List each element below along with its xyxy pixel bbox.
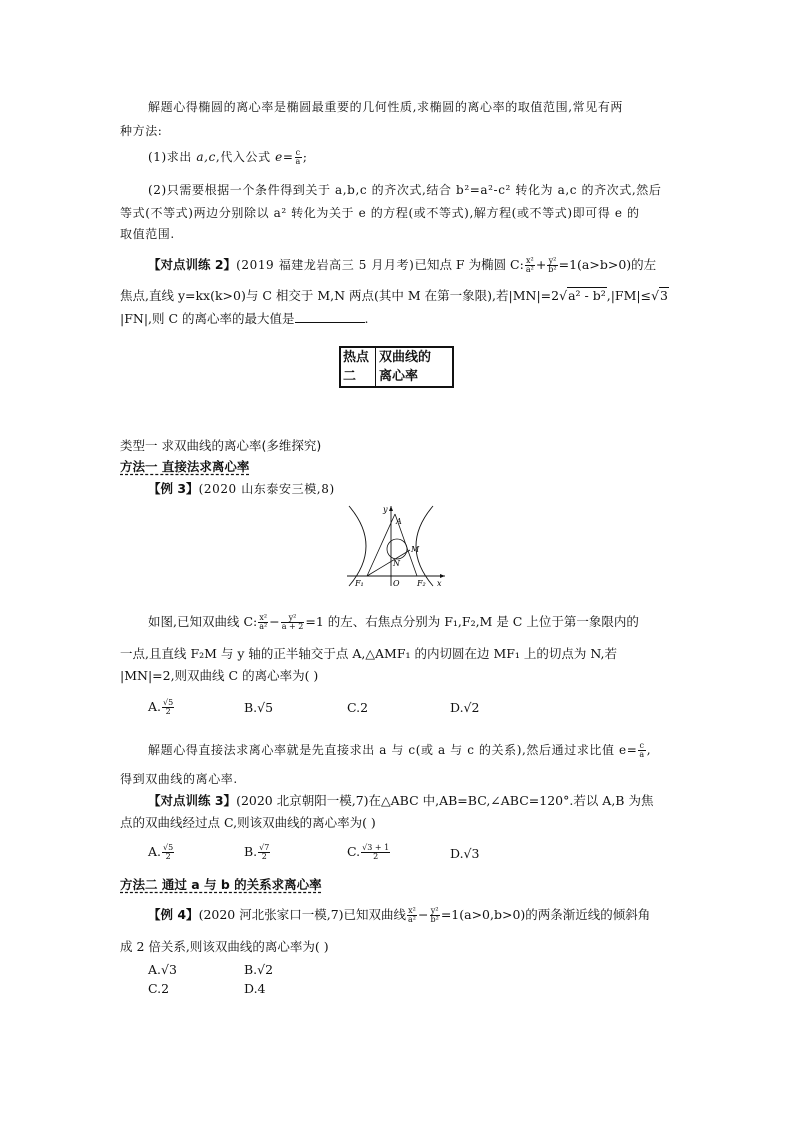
tips1-method2-line2: 等式(不等式)两边分别除以 a² 转化为关于 e 的方程(或不等式),解方程(或不等式)即可得 e 的	[120, 206, 640, 220]
m1-mid: ,代入公式	[215, 150, 271, 164]
practice3-line1: 【对点训练 3】(2020 北京朝阳一模,7)在△ABC 中,AB=BC,∠ABC=120°.若以 A,B 为焦	[148, 793, 654, 808]
label-a: A	[396, 517, 402, 526]
hyperbola-left-branch	[349, 506, 366, 586]
ex3-option-b[interactable]: B.√5	[244, 700, 274, 715]
hyperbola-figure	[345, 502, 450, 588]
tips1-line2: 种方法:	[120, 124, 163, 138]
ex3-tag: 【例 3】	[148, 481, 199, 496]
practice2-line3: |FN|,则 C 的离心率的最大值是 .	[120, 311, 369, 326]
tips1-method2-line1: (2)只需要根据一个条件得到关于 a,b,c 的齐次式,结合 b²=a²-c² 转化为 a,c 的齐次式,然后	[148, 183, 662, 197]
practice3-option-b[interactable]: B. $\frac{√7}{2}$	[244, 843, 270, 861]
ex3-option-c[interactable]: C.2	[347, 700, 369, 715]
ex3-line1: 如图,已知双曲线 C: $\frac{\text{x²}}{\text{a²}}$ − $\frac{\text{y²}}{a + 2}$ =1 的左、右焦点分别为 F₁,F₂,M 是 C 上位于第一象限内的	[148, 613, 639, 631]
ex4-option-d[interactable]: D.4	[244, 981, 266, 996]
tips1-line1: 解题心得椭圆的离心率是椭圆最重要的几何性质,求椭圆的离心率的取值范围,常见有两	[148, 100, 624, 114]
ex3-line3: |MN|=2,则双曲线 C 的离心率为( )	[120, 668, 319, 683]
label-x: x	[437, 579, 442, 588]
x-axis-arrow	[440, 574, 445, 578]
tips1-method2-line3: 取值范围.	[120, 227, 175, 241]
m1-vars: a,c	[196, 150, 216, 164]
practice2-source: (2019 福建龙岩高三 5 月月考)	[236, 258, 415, 272]
ex4-option-c[interactable]: C.2	[148, 981, 170, 996]
tips2-line2: 得到双曲线的离心率.	[120, 772, 238, 786]
m1-prefix: (1)求出	[148, 150, 192, 164]
hotspot-number: 热点 二	[341, 348, 376, 386]
ex3-source: (2020 山东泰安三模,8)	[198, 482, 335, 496]
method2-heading: 方法二 通过 a 与 b 的关系求离心率	[120, 877, 322, 892]
ex4-option-b[interactable]: B.√2	[244, 962, 274, 977]
ex3-line2: 一点,且直线 F₂M 与 y 轴的正半轴交于点 A,△AMF₁ 的内切圆在边 MF₁ 上的切点为 N,若	[120, 646, 617, 661]
practice3-tag: 【对点训练 3】	[148, 793, 237, 808]
method1-heading: 方法一 直接法求离心率	[120, 459, 250, 474]
incircle	[387, 539, 407, 559]
ex4-line1: 【例 4】(2020 河北张家口一模,7)已知双曲线 $\frac{\text{x²}}{\text{a²}}$ − $\frac{\text{y²}}{\text{b²}}$ =1(a>0,b>0)的两条渐近线的倾斜角	[148, 906, 651, 924]
ex3-option-d[interactable]: D.√2	[450, 700, 480, 715]
type1-heading: 类型一 求双曲线的离心率(多维探究)	[120, 438, 322, 453]
practice3-option-d[interactable]: D.√3	[450, 846, 480, 861]
label-y: y	[383, 505, 388, 514]
label-o: O	[393, 579, 400, 588]
practice2-tag: 【对点训练 2】	[148, 257, 237, 272]
practice3-option-a[interactable]: A. $\frac{√5}{2}$	[148, 843, 174, 861]
practice2-line1: 【对点训练 2】(2019 福建龙岩高三 5 月月考)已知点 F 为椭圆 C: $\frac{\text{x²}}{\text{a²}}$ + $\frac{\text{y²}}{\text{b²}}$ =1(a>b>0)的左	[148, 256, 657, 274]
tips1-method1: (1)求出 a,c,代入公式 e= $\frac{c}{a}$ ;	[148, 148, 308, 166]
ex4-option-a[interactable]: A.√3	[148, 962, 177, 977]
hotspot-heading-box	[339, 346, 454, 388]
y-axis-arrow	[389, 506, 393, 511]
ex3-header	[148, 480, 335, 498]
practice3-option-c[interactable]: C. $\frac{√3 + 1}{2}$	[347, 843, 390, 861]
hotspot-title: 双曲线的 离心率	[379, 350, 432, 384]
tips2-line1: 解题心得直接法求离心率就是先直接求出 a 与 c(或 a 与 c 的关系),然后通过求比值 e= $\frac{c}{a}$ ,	[148, 741, 652, 759]
ex4-line2: 成 2 倍关系,则该双曲线的离心率为( )	[120, 939, 329, 954]
ex4-tag: 【例 4】	[148, 907, 199, 922]
answer-blank[interactable]	[295, 310, 365, 323]
ex3-option-a[interactable]: A. $\frac{√5}{2}$	[148, 698, 174, 716]
label-m: M	[411, 545, 420, 554]
practice3-line2: 点的双曲线经过点 C,则该双曲线的离心率为( )	[120, 815, 376, 830]
m1-fraction: $\frac{c}{a}$	[295, 148, 301, 166]
practice2-line2: 焦点,直线 y=kx(k>0)与 C 相交于 M,N 两点(其中 M 在第一象限),若|MN|=2√a² - b²,|FM|≤√3	[120, 288, 668, 303]
label-f2: F₂	[417, 579, 426, 588]
label-f1: F₁	[355, 579, 364, 588]
label-n: N	[393, 559, 400, 568]
m1-e: e=	[275, 150, 294, 164]
